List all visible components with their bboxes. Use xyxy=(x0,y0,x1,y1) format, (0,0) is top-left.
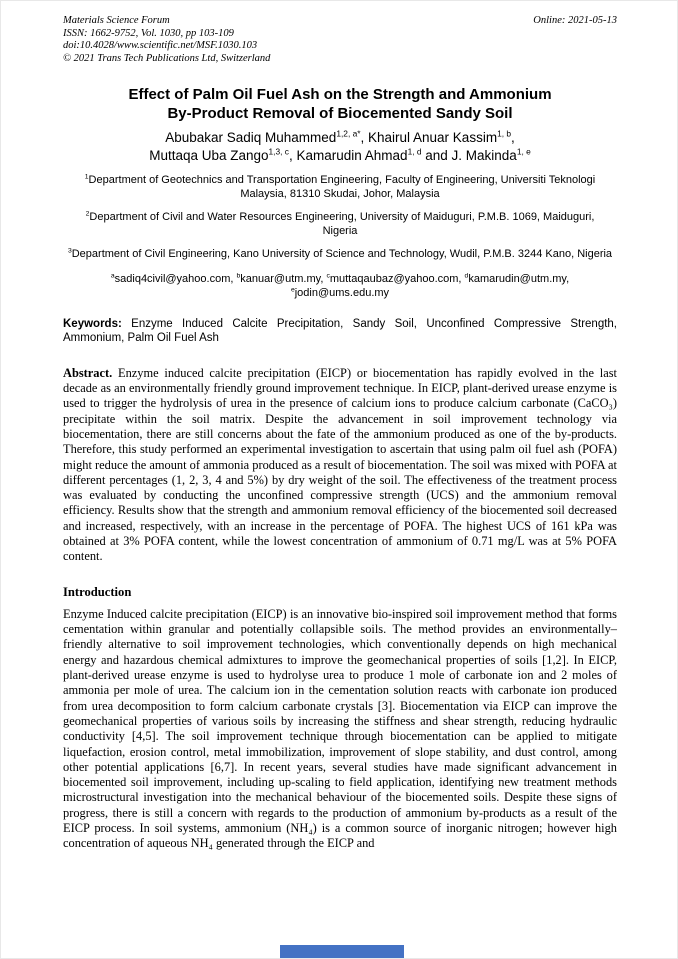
online-date: Online: 2021-05-13 xyxy=(533,15,617,26)
affiliation-text: Department of Civil and Water Resources Engineering, University of Maiduguri, P.M.B. 1069, Maiduguri, Nigeria xyxy=(89,211,595,237)
keywords-label: Keywords: xyxy=(63,317,122,330)
journal-name: Materials Science Forum xyxy=(63,15,170,26)
affiliation-marker: 2 xyxy=(85,210,90,218)
authors-separator: , xyxy=(511,130,515,146)
affiliation-1 xyxy=(68,174,613,202)
author-affiliation-marker: 1, b xyxy=(497,128,512,139)
email-address: kamarudin@utm.my, xyxy=(468,272,570,285)
email-marker: a xyxy=(110,272,115,280)
author-name: Abubakar Sadiq Muhammed xyxy=(165,130,337,146)
emails-line xyxy=(70,273,610,301)
footer-blue-bar xyxy=(280,945,404,958)
email-address: kanuar@utm.my, xyxy=(240,272,327,285)
email-address: muttaqaubaz@yahoo.com, xyxy=(329,272,465,285)
issn-line: ISSN: 1662-9752, Vol. 1030, pp 103-109 xyxy=(63,27,234,39)
affiliation-marker: 3 xyxy=(67,247,72,255)
email-marker: b xyxy=(236,272,241,280)
author-name: Muttaqa Uba Zango xyxy=(149,148,269,164)
affiliation-text: Department of Civil Engineering, Kano University of Science and Technology, Wudil, P.M.B. 3244 Kano, Nigeria xyxy=(71,247,613,260)
journal-header-left xyxy=(63,15,270,65)
author-affiliation-marker: 1, e xyxy=(516,146,531,157)
paper-title xyxy=(63,85,617,123)
abstract-text: Enzyme induced calcite precipitation (EICP) or biocementation has rapidly evolved in the last decade as an environmentally friendly ground improvement technique. In EICP, plant-derived urease enzyme is used to trigger the hydrolysis of urea in the presence of calcium ions to produce calcium carbonate (CaCO₃) precipitate within the soil matrix. Despite the advancement in soil improvement technology via biocementation, there are still concerns about the fate of the ammonium produced as one of the by-products. Therefore, this study performed an experimental investigation to ascertain that using palm oil fuel ash (POFA) might reduce the amount of ammonia produced as a result of biocementation. The soil was mixed with POFA at different percentages (1, 2, 3, 4 and 5%) by dry weight of the soil. The effectiveness of the treatment process was evaluated by conducting the unconfined compressive strength (UCS) and the ammonium removal efficiency. Results show that the strength and ammonium removal efficiency of the biocemented soil decreased and increased, respectively, with an increase in the percentage of POFA. The highest UCS of 161 kPa was obtained at 3% POFA content, while the lowest concentration of ammonium of 0.71 mg/L was at 5% POFA content. xyxy=(63,365,617,564)
email-marker: e xyxy=(290,286,295,294)
introduction-paragraph: Enzyme Induced calcite precipitation (EICP) is an innovative bio-inspired soil improvement method that forms cementation within granular and potentially collapsible soils. The method provides an environmentally–friendly alternative to soil improvement technologies, which conventionally depends on high mechanical energy and hazardous chemical admixtures to improve the geomechanical properties of soils [1,2]. In EICP, plant-derived urease enzyme is used to hydrolyse urea to produce 1 mole of carbonate ion and 2 moles of ammonia per mole of urea. The calcium ion in the cementation solution reacts with carbonate ion produced from urea decomposition to form calcium carbonate crystals [3]. Biocementation via EICP can improve the geomechanical properties of various soils by increasing the stiffness and shear strength, reducing hydraulic conductivity [4,5]. The soil improvement technique through biocementation can be applied to mitigate liquefaction, erosion control, metal immobilization, improvement of slope stability, and dust control, among other potential applications [6,7]. In recent years, several studies have made significant advancement in biocemented soil improvement, including up-scaling to field application, identifying new treatment methods microstructural investigation into the mechanical behaviour of the biocemented soils. Despite these signs of progress, there is still a concern with regards to the production of ammonium by-products as a result of the EICP process. In soil systems, ammonium (NH₄) is a common source of inorganic nitrogen; however high concentration of aqueous NH₄ generated through the EICP and xyxy=(63,606,617,851)
journal-header xyxy=(63,15,617,65)
doi-line: doi:10.4028/www.scientific.net/MSF.1030.103 xyxy=(63,40,258,52)
author-name: and J. Makinda xyxy=(421,148,517,164)
affiliation-3 xyxy=(68,248,613,262)
author-affiliation-marker: 1,3, c xyxy=(268,146,289,157)
paper-title-line2: By-Product Removal of Biocemented Sandy Soil xyxy=(167,105,513,123)
affiliation-marker: 1 xyxy=(84,173,89,181)
paper-title-line1: Effect of Palm Oil Fuel Ash on the Strength and Ammonium xyxy=(128,86,552,104)
email-address: jodin@ums.edu.my xyxy=(294,286,390,299)
abstract xyxy=(63,366,617,565)
affiliation-text: Department of Geotechnics and Transportation Engineering, Faculty of Engineering, Universiti Teknologi Malaysia, 81310 Skudai, Johor, Malaysia xyxy=(88,174,596,201)
email-marker: d xyxy=(464,272,469,280)
keywords-text: Enzyme Induced Calcite Precipitation, Sandy Soil, Unconfined Compressive Strength, Ammonium, Palm Oil Fuel Ash xyxy=(63,317,617,345)
abstract-label: Abstract. xyxy=(63,365,113,380)
affiliation-2 xyxy=(68,211,613,239)
author-affiliation-marker: 1,2, a* xyxy=(336,128,361,139)
email-address: sadiq4civil@yahoo.com, xyxy=(114,272,237,285)
author-name: , Kamarudin Ahmad xyxy=(288,148,408,164)
keywords-line xyxy=(63,317,617,346)
section-heading-introduction: Introduction xyxy=(63,584,132,599)
author-name: , Khairul Anuar Kassim xyxy=(360,130,498,146)
copyright-line: © 2021 Trans Tech Publications Ltd, Switzerland xyxy=(63,52,271,64)
author-affiliation-marker: 1, d xyxy=(407,146,422,157)
email-marker: c xyxy=(326,272,330,280)
authors-line xyxy=(63,129,617,165)
